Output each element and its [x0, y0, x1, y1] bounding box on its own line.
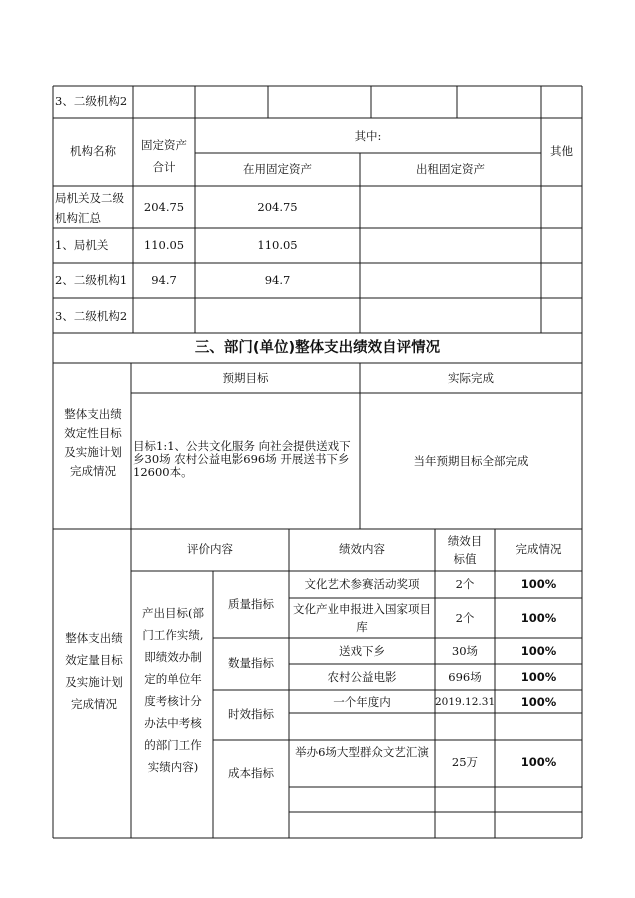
status-rural-film: 100%	[520, 670, 557, 684]
header-rented: 出租固定资产	[416, 162, 485, 176]
quantity-indicator-label: 数量指标	[228, 656, 274, 670]
perf-performances: 举办6场大型群众文艺汇演	[295, 745, 429, 759]
target-within-year: 2019.12.31	[435, 696, 496, 708]
section-title: 三、部门(单位)整体支出绩效自评情况	[194, 340, 441, 356]
status-opera-countryside: 100%	[520, 644, 557, 658]
perf-within-year: 一个年度内	[333, 695, 391, 709]
header-other: 其他	[550, 144, 573, 158]
actual-completion-text: 当年预期目标全部完成	[413, 454, 529, 468]
target-rural-film: 696场	[448, 670, 482, 684]
status-within-year: 100%	[520, 695, 557, 709]
row-name-bureau: 1、局机关	[55, 238, 109, 252]
row-bureau-total: 110.05	[143, 238, 185, 252]
status-project-library: 100%	[520, 611, 557, 625]
cost-indicator-label: 成本指标	[228, 766, 274, 780]
target-opera-countryside: 30场	[451, 644, 479, 658]
row-org1-in-use: 94.7	[264, 273, 291, 287]
expected-target-text: 目标1:1、公共文化服务 向社会提供送戏下乡30场 农村公益电影696场 开展送书下乡12600本。	[133, 439, 351, 479]
quality-indicator-label: 质量指标	[228, 597, 274, 611]
row-name-org2-top: 3、二级机构2	[55, 94, 128, 108]
perf-rural-film: 农村公益电影	[327, 670, 397, 684]
perf-awards: 文化艺术参赛活动奖项	[304, 577, 420, 591]
row-name-org1: 2、二级机构1	[55, 273, 128, 287]
status-awards: 100%	[520, 577, 557, 591]
row-name-summary: 局机关及二级机构汇总	[55, 191, 124, 225]
row-name-org2: 3、二级机构2	[55, 309, 128, 323]
target-value-header: 绩效目标值	[447, 534, 483, 566]
header-among: 其中:	[354, 129, 382, 143]
perf-project-library: 文化产业申报进入国家项目库	[293, 602, 431, 634]
row-bureau-in-use: 110.05	[257, 238, 298, 252]
quantitative-label: 整体支出绩效定量目标及实施计划完成情况	[65, 631, 123, 711]
status-header: 完成情况	[515, 542, 562, 556]
actual-completion-header: 实际完成	[448, 371, 494, 385]
target-performances: 25万	[451, 755, 479, 769]
expected-target-header: 预期目标	[222, 371, 269, 385]
target-project-library: 2个	[455, 611, 475, 625]
eval-content-header: 评价内容	[187, 542, 233, 556]
qualitative-label: 整体支出绩效定性目标及实施计划完成情况	[64, 407, 122, 478]
perf-content-header: 绩效内容	[339, 542, 385, 556]
header-org-name: 机构名称	[70, 144, 116, 158]
target-awards: 2个	[455, 577, 475, 591]
output-target-label: 产出目标(部门工作实绩,即绩效办制定的单位年度考核计分办法中考核的部门工作实绩内容)	[142, 606, 204, 774]
row-summary-total: 204.75	[143, 200, 185, 214]
timeliness-indicator-label: 时效指标	[228, 707, 274, 721]
header-fixed-total: 固定资产合计	[141, 138, 187, 174]
perf-opera-countryside: 送戏下乡	[339, 644, 385, 658]
header-in-use: 在用固定资产	[243, 162, 312, 176]
status-performances: 100%	[520, 755, 557, 769]
row-summary-in-use: 204.75	[257, 200, 298, 214]
row-org1-total: 94.7	[151, 273, 177, 287]
